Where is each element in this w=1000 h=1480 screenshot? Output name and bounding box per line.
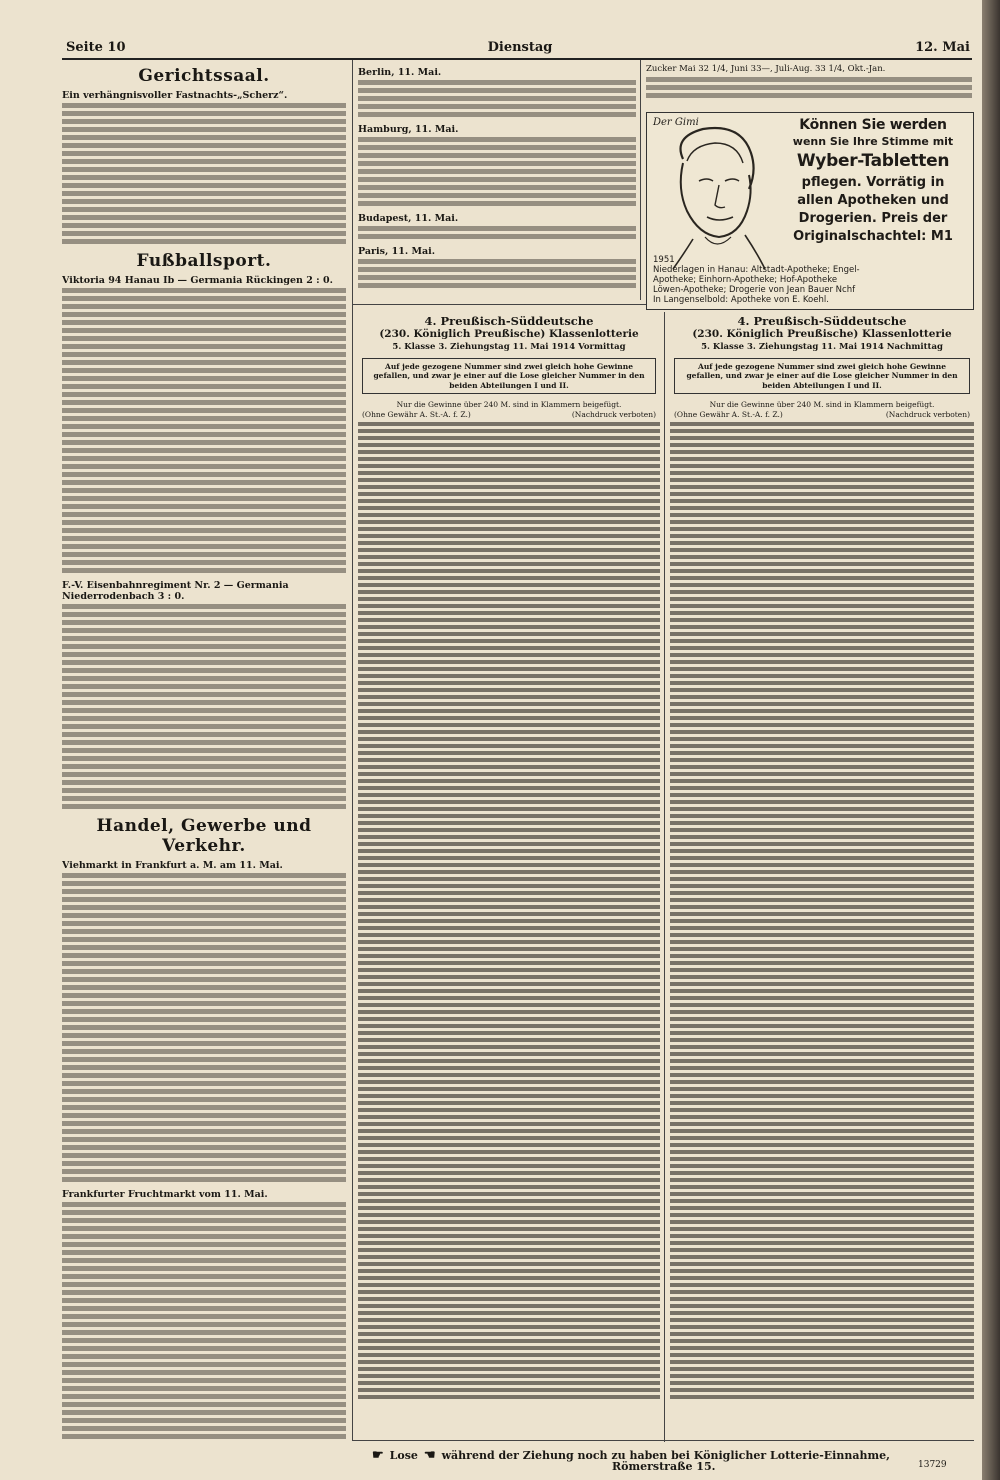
lottery-notice-box: Auf jede gezogene Nummer sind zwei gleich hohe Gewinne gefallen, und zwar je einer auf die Lose gleicher Nummer in den beiden Abteilungen I und II.: [674, 358, 970, 394]
price-city-budapest: Budapest, 11. Mai.: [358, 213, 459, 224]
price-text: [358, 80, 636, 120]
commodity-prices-continued: [646, 64, 972, 106]
ad-headline-3: pflegen. Vorrätig in: [801, 175, 945, 190]
page-binding-edge: [982, 0, 1000, 1480]
lottery-reprint-note: (Nachdruck verboten): [885, 410, 970, 420]
lottery-title: 4. Preußisch-Süddeutsche: [737, 314, 907, 328]
lottery-disclaimer: (Ohne Gewähr A. St.-A. f. Z.): [674, 410, 783, 420]
singer-portrait-drawing: [653, 119, 771, 275]
lottery-class-line: 5. Klasse 3. Ziehungstag 11. Mai 1914 Vormittag: [392, 342, 626, 352]
lottery-winning-numbers-table: [670, 422, 974, 1402]
ad-stockists-3: Löwen-Apotheke; Drogerie von Jean Bauer Nchf: [653, 285, 856, 295]
lottery-note: Nur die Gewinne über 240 M. sind in Klammern beigefügt.: [709, 400, 935, 410]
ad-stockists-4: In Langenselbold: Apotheke von E. Koehl.: [653, 295, 829, 305]
lottery-sales-footer: [362, 1448, 974, 1473]
price-city-hamburg: Hamburg, 11. Mai.: [358, 124, 459, 135]
price-text: [358, 259, 636, 291]
court-article-text: [62, 103, 346, 247]
footer-text: während der Ziehung noch zu haben bei Königlicher Lotterie-Einnahme,: [441, 1449, 890, 1462]
footer-address: Römerstraße 15.: [612, 1460, 716, 1473]
lottery-subtitle: (230. Königlich Preußische) Klassenlotterie: [379, 328, 639, 340]
football-report-text: [62, 288, 346, 576]
ad-number: 1951: [653, 255, 675, 265]
football-section-title: Fußballsport.: [136, 251, 272, 271]
cattle-market-report: [62, 873, 346, 1185]
price-text-lead: Zucker Mai 32 1/4, Juni 33—, Juli-Aug. 33 1/4, Okt.-Jan.: [646, 64, 886, 74]
lottery-note-row: [674, 410, 970, 419]
ad-stockists-2: Apotheke; Einhorn-Apotheke; Hof-Apotheke: [653, 275, 838, 285]
football-report-text: [62, 604, 346, 812]
ad-headline-4: allen Apotheken und: [797, 193, 949, 208]
ad-headline-6: Originalschachtel: M1: [793, 229, 953, 244]
ad-stockists-1: Niederlagen in Hanau: Altstadt-Apotheke; Engel-: [653, 265, 860, 275]
ad-headline-1: Können Sie werden: [799, 117, 947, 133]
lottery-note: Nur die Gewinne über 240 M. sind in Klammern beigefügt.: [396, 400, 622, 410]
lottery-class-line: 5. Klasse 3. Ziehungstag 11. Mai 1914 Nachmittag: [701, 342, 943, 352]
grain-market-report: [62, 1202, 346, 1440]
weekday: Dienstag: [487, 40, 553, 55]
issue-date: 12. Mai: [915, 40, 970, 55]
lottery-notice-box: Auf jede gezogene Nummer sind zwei gleich hohe Gewinne gefallen, und zwar je einer auf die Lose gleicher Nummer in den beiden Abteilungen I und II.: [362, 358, 656, 394]
wyber-tablets-advertisement: [646, 112, 974, 310]
trade-section-title: Handel, Gewerbe und Verkehr.: [96, 816, 312, 856]
football-match-headline: F.-V. Eisenbahnregiment Nr. 2 — Germania Niederrodenbach 3 : 0.: [62, 580, 289, 602]
column-divider: [664, 312, 665, 1442]
grain-market-headline: Frankfurter Fruchtmarkt vom 11. Mai.: [62, 1189, 268, 1200]
footer-lose: Lose: [389, 1449, 418, 1462]
lottery-winning-numbers-table: [358, 422, 660, 1402]
column-divider: [352, 60, 353, 1440]
court-article-headline: Ein verhängnisvoller Fastnachts-„Scherz“.: [62, 90, 288, 101]
lottery-afternoon-column: [670, 310, 974, 1438]
ad-headline-2: wenn Sie Ihre Stimme mit: [792, 135, 954, 148]
price-city-paris: Paris, 11. Mai.: [358, 246, 436, 257]
price-city-berlin: Berlin, 11. Mai.: [358, 67, 442, 78]
left-column: [62, 62, 346, 1440]
ad-signature: Der Gimi: [653, 117, 699, 128]
column-divider: [640, 60, 641, 300]
football-match-headline: Viktoria 94 Hanau Ib — Germania Rückingen 2 : 0.: [62, 275, 333, 286]
footer-code: 13729: [918, 1460, 947, 1470]
pointing-hand-icon: ☛: [372, 1448, 384, 1463]
page-number: Seite 10: [66, 40, 126, 55]
ad-headline-5: Drogerien. Preis der: [798, 211, 948, 226]
commodity-prices-block: [358, 64, 636, 300]
price-text: [646, 77, 972, 99]
court-section-title: Gerichtssaal.: [138, 66, 270, 86]
price-text: [358, 226, 636, 242]
header-rule: [62, 58, 972, 60]
lottery-morning-column: [358, 310, 660, 1438]
pointing-hand-icon: ☚: [423, 1448, 436, 1463]
cattle-market-headline: Viehmarkt in Frankfurt a. M. am 11. Mai.: [62, 860, 283, 871]
lottery-subtitle: (230. Königlich Preußische) Klassenlotterie: [692, 328, 952, 340]
ad-product-name: Wyber-Tabletten: [796, 151, 950, 171]
lottery-reprint-note: (Nachdruck verboten): [571, 410, 656, 420]
price-text: [358, 137, 636, 209]
section-rule: [352, 1440, 974, 1441]
lottery-title: 4. Preußisch-Süddeutsche: [424, 314, 594, 328]
lottery-disclaimer: (Ohne Gewähr A. St.-A. f. Z.): [362, 410, 471, 420]
lottery-note-row: [362, 410, 656, 419]
